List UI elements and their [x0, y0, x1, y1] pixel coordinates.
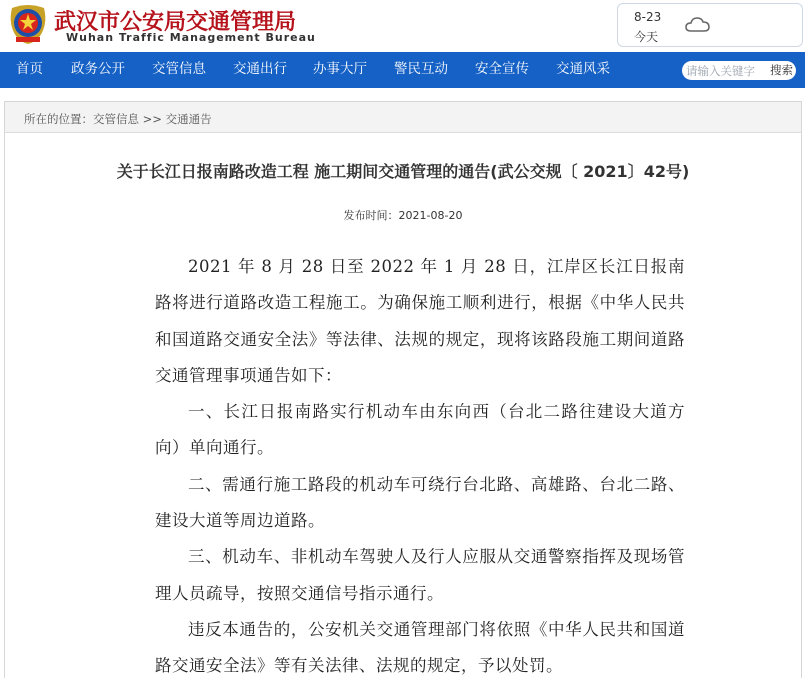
weather-date: 8-23 — [634, 10, 662, 24]
cloud-icon — [684, 14, 712, 34]
search-input[interactable] — [686, 62, 766, 79]
weather-day: 今天 — [634, 30, 659, 44]
search-button[interactable]: 搜索 — [770, 63, 793, 77]
publish-date-value: 2021-08-20 — [398, 209, 463, 222]
breadcrumb — [24, 111, 212, 127]
police-emblem-icon[interactable] — [6, 2, 50, 46]
nav-item-gallery[interactable]: 交通风采 — [556, 61, 610, 77]
breadcrumb-prefix: 所在的位置： — [24, 112, 93, 126]
breadcrumb-link-traffic-info[interactable]: 交管信息 — [93, 112, 139, 126]
breadcrumb-link-notices[interactable]: 交通通告 — [165, 112, 212, 126]
main-nav — [0, 52, 805, 88]
breadcrumb-bar — [5, 102, 801, 133]
site-subtitle: Wuhan Traffic Management Bureau — [66, 31, 316, 44]
search-box — [682, 61, 796, 80]
site-title[interactable]: 武汉市公安局交通管理局 — [54, 10, 297, 35]
article-paragraph: 2021 年 8 月 28 日至 2022 年 1 月 28 日，江岸区长江日报南路将进行道路改造工程施工。为确保施工顺利进行，根据《中华人民共和国道路交通安全法》等法律、法规的规定，现将该路段施工期间道路交通管理事项通告如下： — [155, 257, 685, 385]
nav-item-home[interactable]: 首页 — [16, 61, 43, 77]
weather-widget — [617, 3, 803, 47]
publish-date — [5, 207, 801, 223]
nav-item-safety[interactable]: 安全宣传 — [475, 61, 529, 77]
site-header — [0, 0, 805, 52]
article-paragraph: 一、长江日报南路实行机动车由东向西（台北二路往建设大道方向）单向通行。 — [155, 402, 685, 458]
article-paragraph: 违反本通告的，公安机关交通管理部门将依照《中华人民共和国道路交通安全法》等有关法律、法规的规定，予以处罚。 — [155, 619, 685, 676]
publish-label: 发布时间： — [343, 209, 399, 222]
nav-item-traffic-info[interactable]: 交管信息 — [152, 61, 206, 77]
nav-item-service-hall[interactable]: 办事大厅 — [313, 61, 367, 77]
nav-item-gov-affairs[interactable]: 政务公开 — [71, 61, 125, 77]
article-paragraph: 二、需通行施工路段的机动车可绕行台北路、高雄路、台北二路、建设大道等周边道路。 — [155, 474, 685, 531]
article-paragraph: 三、机动车、非机动车驾驶人及行人应服从交通警察指挥及现场管理人员疏导，按照交通信号指示通行。 — [155, 547, 685, 603]
article-title: 关于长江日报南路改造工程 施工期间交通管理的通告(武公交规〔 2021〕42号) — [116, 162, 690, 181]
content-panel — [4, 101, 802, 678]
nav-item-interaction[interactable]: 警民互动 — [394, 61, 448, 77]
article-body — [155, 249, 685, 678]
nav-item-travel[interactable]: 交通出行 — [233, 61, 287, 77]
breadcrumb-separator: >> — [139, 112, 166, 126]
